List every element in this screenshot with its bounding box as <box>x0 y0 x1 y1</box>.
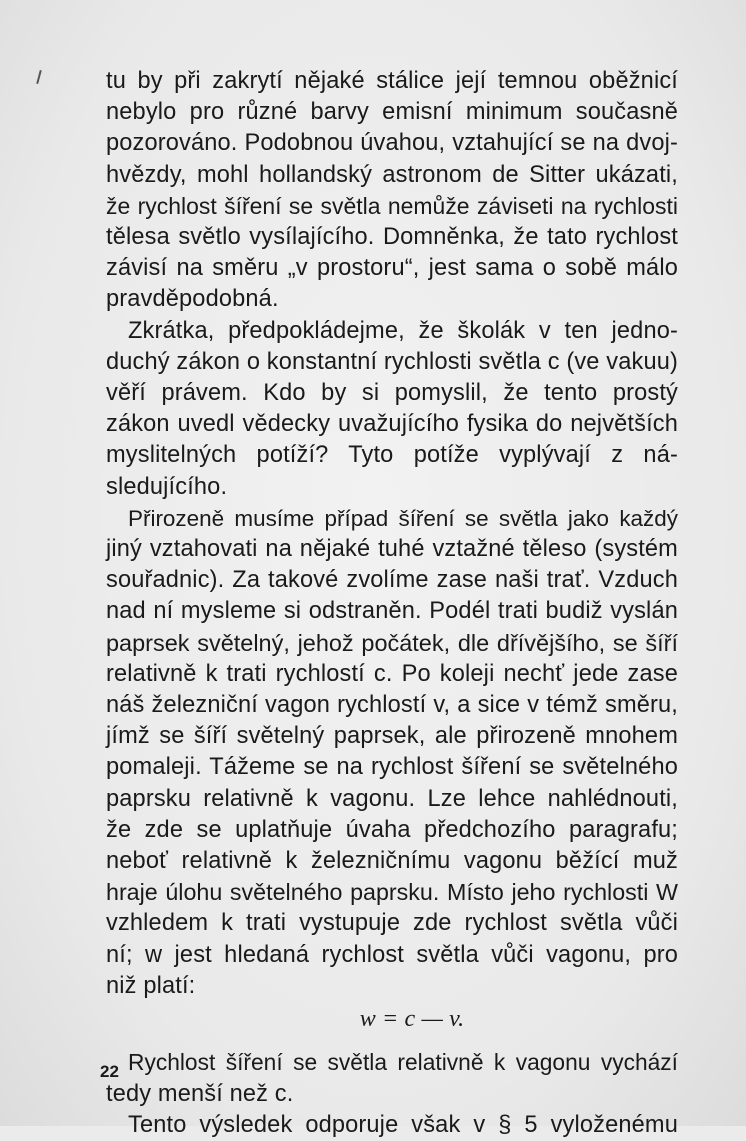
text-line: Tento výsledek odporuje však v § 5 vyloženému <box>128 1111 678 1138</box>
text-line: niž platí: <box>106 972 196 999</box>
paragraph <box>106 1110 678 1141</box>
body-text <box>106 66 678 1141</box>
text-line: závisí na směru „v prostoru“, jest sama o sobě málo <box>106 255 678 282</box>
text-line: že rychlost šíření se světla nemůže záviseti na rychlosti <box>106 192 678 219</box>
text-line: náš železniční vagon rychlostí v, a sice v témž směru, <box>106 692 678 719</box>
margin-mark <box>36 70 42 84</box>
text-line: souřadnic). Za takové zvolíme zase naši trať. Vzduch <box>106 567 678 594</box>
text-line: myslitelných potíží? Tyto potíže vyplývají z ná- <box>106 442 678 469</box>
text-line: Přirozeně musíme případ šíření se světla jako každý <box>128 505 678 531</box>
text-line: nad ní mysleme si odstraněn. Podél trati budiž vyslán <box>106 598 678 625</box>
text-line: nebylo pro různé barvy emisní minimum současně <box>106 99 678 126</box>
page-number: 22 <box>100 1062 119 1081</box>
text-line: hvězdy, mohl hollandský astronom de Sitter ukázati, <box>106 161 678 188</box>
text-line: paprsku relativně k vagonu. Lze lehce nahlédnouti, <box>106 785 678 812</box>
equation: w = c — v. <box>359 1006 465 1033</box>
text-line: tedy menší než c. <box>106 1080 294 1107</box>
text-line: jímž se šíří světelný paprsek, ale přirozeně mnohem <box>106 723 678 750</box>
text-line: pravděpodobná. <box>106 286 279 313</box>
text-line: pozorováno. Podobnou úvahou, vztahující se na dvoj- <box>106 130 678 157</box>
paragraph <box>106 66 678 316</box>
text-line: že zde se uplatňuje úvaha předchozího paragrafu; <box>106 816 678 843</box>
text-line: paprsek světelný, jehož počátek, dle dřívějšího, se šíří <box>106 629 678 656</box>
text-line: relativně k trati rychlostí c. Po koleji nechť jede zase <box>106 660 678 687</box>
text-line: Zkrátka, předpokládejme, že školák v ten jedno- <box>128 317 678 344</box>
text-line: věří právem. Kdo by si pomyslil, že tento prostý <box>106 380 678 407</box>
text-line: tu by při zakrytí nějaké stálice její temnou oběžnicí <box>106 68 678 94</box>
text-line: neboť relativně k železničnímu vagonu běžící muž <box>106 848 678 875</box>
text-line: ní; w jest hledaná rychlost světla vůči vagonu, pro <box>106 941 678 968</box>
text-line: sledujícího. <box>106 473 228 500</box>
paragraph <box>106 316 678 503</box>
text-line: tělesa světlo vysílajícího. Domněnka, že tato rychlost <box>106 224 678 251</box>
text-line: pomaleji. Tážeme se na rychlost šíření se světelného <box>106 754 678 781</box>
text-line: duchý zákon o konstantní rychlosti světla c (ve vakuu) <box>106 348 678 375</box>
text-line: Rychlost šíření se světla relativně k vagonu vychází <box>128 1049 678 1076</box>
text-line: hraje úlohu světelného paprsku. Místo jeho rychlosti W <box>106 879 678 906</box>
text-line: jiný vztahovati na nějaké tuhé vztažné těleso (systém <box>106 536 678 563</box>
text-line: zákon uvedl vědecky uvažujícího fysika do největších <box>106 411 678 438</box>
paragraph <box>106 1047 678 1109</box>
text-line: vzhledem k trati vystupuje zde rychlost světla vůči <box>106 910 678 937</box>
paragraph <box>106 503 678 1002</box>
